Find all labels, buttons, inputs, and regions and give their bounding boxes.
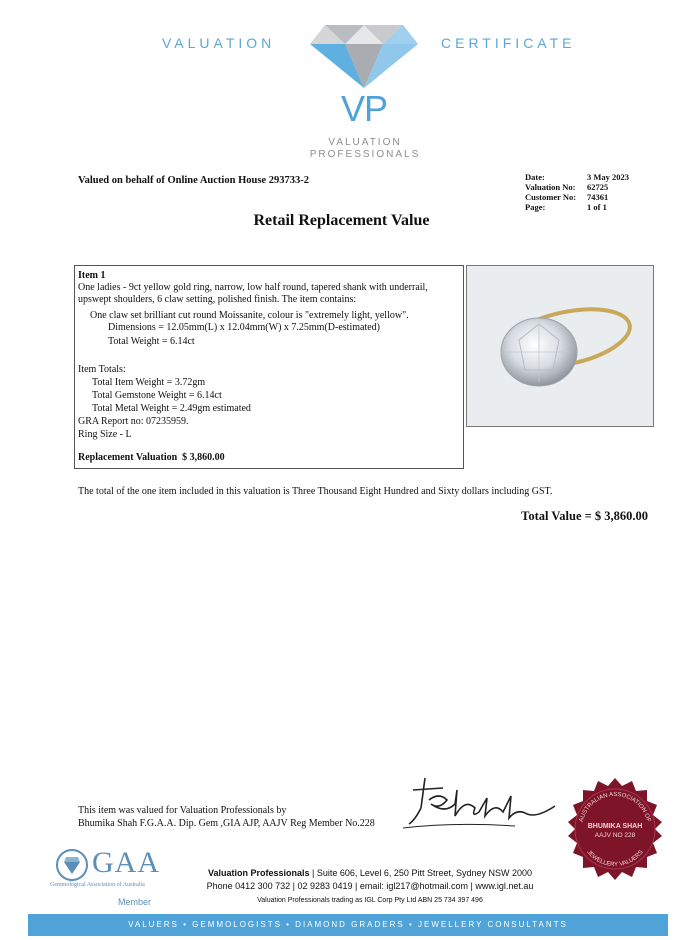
meta-value: 62725 (587, 182, 609, 192)
ring-photo-icon (467, 266, 653, 426)
meta-row (525, 172, 655, 182)
gaa-emblem-icon (55, 848, 89, 882)
gaa-full-name: Gemmological Association of Australia (50, 882, 145, 888)
diamond-logo-icon (305, 20, 423, 90)
total-value: Total Value = $ 3,860.00 (521, 509, 648, 523)
gaa-member: Member (118, 897, 152, 907)
item-stone-line: One claw set brilliant cut round Moissanite, colour is "extremely light, yellow". (90, 310, 409, 321)
header-valuation-word: VALUATION (162, 35, 276, 51)
logo-vp-letters: VP (340, 88, 388, 129)
page-title: Retail Replacement Value (253, 212, 430, 229)
seal-number: AAJV NO 228 (594, 832, 636, 839)
item-description-1: One ladies - 9ct yellow gold ring, narrow, low half round, tapered shank with underrail, (78, 282, 428, 293)
meta-row (525, 202, 655, 212)
signature-icon (395, 768, 570, 838)
total-gemstone-weight: Total Gemstone Weight = 6.14ct (92, 390, 222, 401)
seal-name: BHUMIKA SHAH (587, 823, 643, 830)
company-contact: Phone 0412 300 732 | 02 9283 0419 | email: igl217@hotmail.com | www.igl.net.au (206, 881, 534, 891)
valuer-seal (562, 776, 668, 882)
replacement-value: $ 3,860.00 (182, 452, 225, 463)
ring-size: Ring Size - L (78, 429, 132, 440)
replacement-valuation (78, 452, 438, 463)
company-name: Valuation Professionals (208, 868, 310, 878)
header-certificate-word: CERTIFICATE (441, 35, 576, 51)
footer-services-bar: VALUERS • GEMMOLOGISTS • DIAMOND GRADERS • JEWELLERY CONSULTANTS (28, 914, 668, 936)
seal-top-arc: AUSTRALIAN ASSOCIATION OF (578, 791, 652, 823)
meta-label: Valuation No: (525, 182, 576, 192)
meta-label: Customer No: (525, 192, 577, 202)
summary-text: The total of the one item included in this valuation is Three Thousand Eight Hundred and Sixty dollars including GST. (78, 486, 553, 497)
gra-report: GRA Report no: 07235959. (78, 416, 189, 427)
meta-block (525, 172, 655, 212)
valuer-line1: This item was valued for Valuation Professionals by (78, 805, 287, 816)
item-photo (466, 265, 654, 427)
replacement-label: Replacement Valuation (78, 452, 178, 463)
gaa-letters: GAA (92, 846, 160, 879)
company-abn: Valuation Professionals trading as IGL Corp Pty Ltd ABN 25 734 397 496 (257, 897, 483, 904)
item-stone-weight: Total Weight = 6.14ct (108, 336, 195, 347)
total-item-weight: Total Item Weight = 3.72gm (92, 377, 206, 388)
company-address-text: | Suite 606, Level 6, 250 Pitt Street, Sydney NSW 2000 (309, 868, 532, 878)
valued-on-behalf: Valued on behalf of Online Auction House 293733-2 (78, 175, 309, 186)
item-description-2: upswept shoulders, 6 claw setting, polished finish. The item contains: (78, 294, 357, 305)
meta-label: Page: (525, 202, 546, 212)
meta-row (525, 182, 655, 192)
meta-label: Date: (525, 172, 545, 182)
item-dimensions: Dimensions = 12.05mm(L) x 12.04mm(W) x 7.25mm(D-estimated) (108, 322, 380, 333)
total-metal-weight: Total Metal Weight = 2.49gm estimated (92, 403, 251, 414)
valuer-line2: Bhumika Shah F.G.A.A. Dip. Gem ,GIA AJP, AAJV Reg Member No.228 (78, 818, 375, 829)
item-totals-heading: Item Totals: (78, 364, 126, 375)
logo-sub-line2: PROFESSIONALS (309, 149, 421, 160)
meta-row (525, 192, 655, 202)
seal-bottom-arc: JEWELLERY VALUERS (585, 849, 645, 869)
item-heading: Item 1 (78, 270, 106, 281)
meta-value: 74361 (587, 192, 609, 202)
logo-sub-line1: VALUATION (328, 137, 402, 148)
meta-value: 1 of 1 (587, 202, 607, 212)
meta-value: 3 May 2023 (587, 172, 630, 182)
company-address (160, 868, 580, 878)
